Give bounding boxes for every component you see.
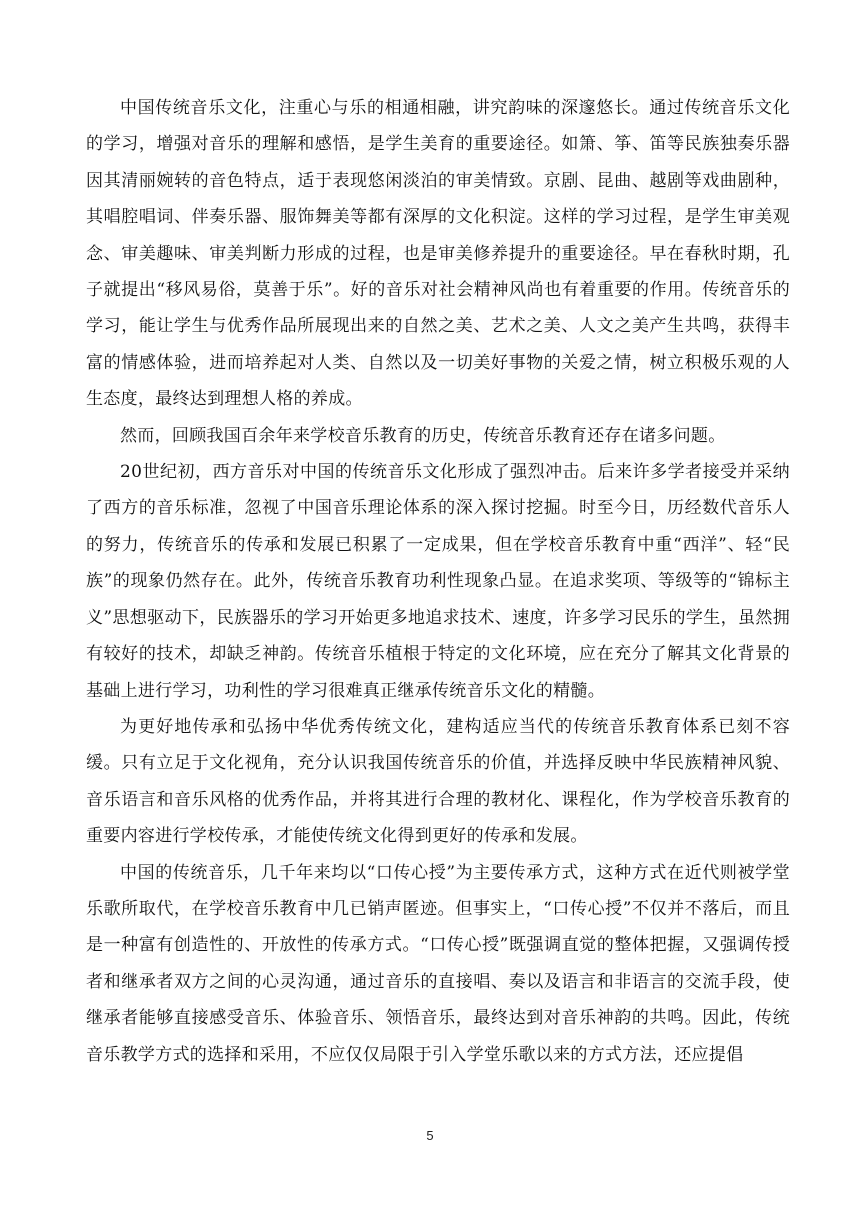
- paragraph-1: 中国传统音乐文化，注重心与乐的相通相融，讲究韵味的深邃悠长。通过传统音乐文化的学习，增强对音乐的理解和感悟，是学生美育的重要途径。如箫、筝、笛等民族独奏乐器因其清丽婉转的音色特点，适于表现悠闲淡泊的审美情致。京剧、昆曲、越剧等戏曲剧种，其唱腔唱词、伴奏乐器、服饰舞美等都有深厚的文化积淀。这样的学习过程，是学生审美观念、审美趣味、审美判断力形成的过程，也是审美修养提升的重要途径。早在春秋时期，孔子就提出“移风易俗，莫善于乐”。好的音乐对社会精神风尚也有着重要的作用。传统音乐的学习，能让学生与优秀作品所展现出来的自然之美、艺术之美、人文之美产生共鸣，获得丰富的情感体验，进而培养起对人类、自然以及一切美好事物的关爱之情，树立积极乐观的人生态度，最终达到理想人格的养成。: [86, 98, 790, 410]
- paragraph-3: 20世纪初，西方音乐对中国的传统音乐文化形成了强烈冲击。后来许多学者接受并采纳了西方的音乐标准，忽视了中国音乐理论体系的深入探讨挖掘。时至今日，历经数代音乐人的努力，传统音乐的传承和发展已积累了一定成果，但在学校音乐教育中重“西洋”、轻“民族”的现象仍然存在。此外，传统音乐教育功利性现象凸显。在追求奖项、等级等的“锦标主义”思想驱动下，民族器乐的学习开始更多地追求技术、速度，许多学习民乐的学生，虽然拥有较好的技术，却缺乏神韵。传统音乐植根于特定的文化环境，应在充分了解其文化背景的基础上进行学习，功利性的学习很难真正继承传统音乐文化的精髓。: [86, 462, 790, 701]
- body-text: [86, 90, 790, 1073]
- page-number: 5: [426, 1128, 434, 1143]
- paragraph-4: 为更好地传承和弘扬中华优秀传统文化，建构适应当代的传统音乐教育体系已刻不容缓。只有立足于文化视角，充分认识我国传统音乐的价值，并选择反映中华民族精神风貌、音乐语言和音乐风格的优秀作品，并将其进行合理的教材化、课程化，作为学校音乐教育的重要内容进行学校传承，才能使传统文化得到更好的传承和发展。: [86, 716, 790, 847]
- paragraph-2: 然而，回顾我国百余年来学校音乐教育的历史，传统音乐教育还存在诸多问题。: [120, 425, 726, 446]
- paragraph-5: 中国的传统音乐，几千年来均以“口传心授”为主要传承方式，这种方式在近代则被学堂乐歌所取代，在学校音乐教育中几已销声匿迹。但事实上，“口传心授”不仅并不落后，而且是一种富有创造性的、开放性的传承方式。“口传心授”既强调直觉的整体把握，又强调传授者和继承者双方之间的心灵沟通，通过音乐的直接唱、奏以及语言和非语言的交流手段，使继承者能够直接感受音乐、体验音乐、领悟音乐，最终达到对音乐神韵的共鸣。因此，传统音乐教学方式的选择和采用，不应仅仅局限于引入学堂乐歌以来的方式方法，还应提倡: [86, 862, 790, 1065]
